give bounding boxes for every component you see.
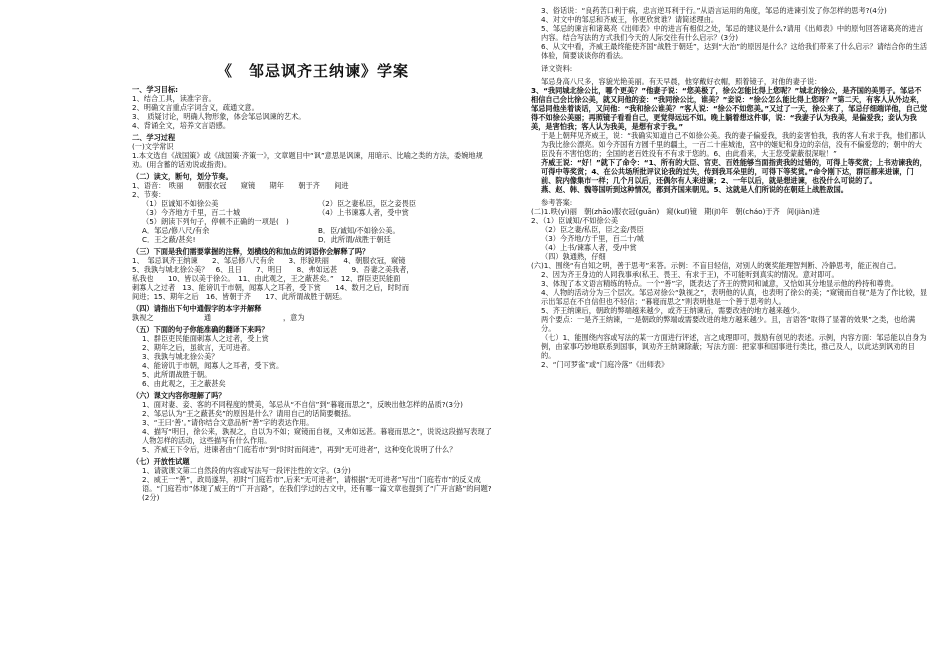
question-item: 3、“王曰‘善’。”请你结合文意品析“善”字的表达作用。 (142, 417, 314, 427)
rhythm-question: （5）朗读下列句子，停顿不正确的一项是( ) (142, 216, 289, 226)
question-item: 2、邹忌认为“王之蔽甚矣”的原因是什么？请用自己的话简要概括。 (142, 408, 356, 418)
answer-line: 3、体现了本文语言精练的特点。一个“善”字，既表达了齐王的赞同和诚意，又恰如其分地显示他的矜持和尊贵。 (541, 279, 899, 288)
answer-line: （3）今齐地/方千里，百二十/城 (541, 234, 644, 243)
option-row (132, 226, 494, 235)
part6-heading: （六）课文内容你理解了吗？ (132, 390, 226, 400)
option-item: C．王之蔽/甚矣! (142, 234, 196, 244)
answer-line: 4、人物的活动分为三个层次。邹忌对徐公“孰视之”，表明他的认真，也表明了徐公的美；“窥镜而自视”是为了作比较，显示出邹忌在不自信但也不轻信；“暮寝而思之”则表明他是一个善于思考的人。 (541, 288, 928, 306)
part1-heading: (一)文学常识 (132, 141, 174, 151)
part2-heading: （二）读文，断句，划分节奏。 (132, 171, 233, 181)
goal-item: 2、明确文言重点字词含义，疏通文意。 (132, 102, 259, 112)
part1-text: 1.本文选自《战国策》或《战国策·齐策一》，文章题目中“讽”意思是讽谏，用暗示、比喻之类的方法，委婉地规劝。(用含蓄的话劝说或指责)。 (132, 150, 483, 169)
translation-para: 3、“我同城北徐公比，哪个更美？”他妻子说：“您美极了，徐公怎能比得上您呢？”城北的徐公，是齐国的美男子。邹忌不相信自己会比徐公美，就又问他的妾：“我同徐公比，谁美？”妾说：“徐公怎么能比得上您呀？”第二天，有客人从外边来，邹忌同他坐着谈话，又问他：“我和徐公谁美？”客人说：“徐公不如您美。”又过了一天，徐公来了，邹忌仔细端详他，自己觉得不如徐公美丽；再照镜子看看自己，更觉得远远不如。晚上躺着想这件事，说：“我妻子认为我美，是偏爱我；妾认为我美，是害怕我；客人认为我美，是想有求于我。” (531, 86, 928, 131)
goal-item: 4、背诵全文，培养文言语感。 (132, 120, 231, 130)
answer-line: 2、因为齐王身边的人同我事承(私王、畏王、有求于王)，不可能听到真实的情况。意对即可。 (541, 270, 839, 279)
translation-para: 于是上朝拜见齐威王，说：“我确实知道自己不如徐公美。我的妻子偏爱我，我的妾害怕我，我的客人有求于我，他们都认为我比徐公漂亮。如今齐国有方圆千里的疆土，一百二十座城池，宫中的姬妃和身边的亲信，没有不偏爱您的；朝中的大臣没有不害怕您的；全国的老百姓没有不有求于您的。6、由此看来，大王您受蒙蔽很深啦！” (541, 131, 926, 158)
page-title: 《 邹忌讽齐王纳谏》学案 (216, 62, 409, 80)
translate-item: 6、由此观之，王之蔽甚矣 (142, 378, 226, 388)
goal-item: 3、 质疑讨论，明确人物形象，体会邹忌讽谏的艺术。 (132, 111, 306, 121)
annotation-line: 间进；15、期年之后 16、皆朝于齐 17、此所谓战胜于朝廷。 (132, 291, 347, 301)
translation-para: 邹忌身高八尺多，容貌光艳美丽。有天早晨，他穿戴好衣帽，照着镜子，对他的妻子说： (541, 77, 822, 86)
part7-heading: （七）开放性试题 (132, 456, 190, 466)
rhythm-item: （2）臣之妻私臣，臣之妾畏臣 (318, 198, 417, 208)
annotation-line: 私我也 10、皆以美于徐公。 11、由此观之，王之蔽甚矣。” 12、群臣吏民能面 (132, 273, 401, 283)
answer-line: 2、“门可罗雀”或“门庭冷落”《出师表》 (541, 360, 669, 369)
pronunciation-line: 1、语音： 昳丽 朝服衣冠 窥镜 期年 朝于齐 间进 (132, 180, 349, 190)
translate-item: 3、我孰与城北徐公美？ (142, 351, 219, 361)
open-question-item: 2、威王一“善”，政局遂异，初时“门庭若市”,后来“无可进者”，请根据“无可进者”写出“门庭若市”的反义成语。“门庭若市”体现了威王的“广开言路”，在我们学过的古文中，还有哪一篇文章也提到了“广开言路”的问题?(2分) (142, 474, 492, 502)
part4-text: 孰视之 通 ，意为 (132, 312, 348, 322)
section2-heading: 二、学习过程 (132, 132, 176, 142)
rhythm-row (132, 208, 494, 217)
question-item: 5、齐威王下令后，进谏者由“门庭若市”到“时时而间进”，再到“无可进者”，这种变化说明了什么？ (142, 444, 457, 454)
right-column (531, 0, 928, 671)
question-item: 4、描写“明日，徐公来，孰视之，自以为不如；窥镜而自视，又弗如远甚。暮寝而思之”，说说这段描写表现了人物怎样的活动，这些描写有什么作用。 (142, 426, 492, 445)
translate-item: 5、此所谓战胜于朝。 (142, 369, 212, 379)
section1-heading: 一、学习目标: (132, 84, 178, 94)
option-item: A．邹忌/修八尺/有余 (142, 225, 210, 235)
answer-line: (二)1.昳(yì)丽 朝(zhāo)服衣冠(guān) 窥(kuī)镜 期(jī)年 朝(cháo)于齐 间(jiàn)进 (531, 207, 820, 216)
part4-heading: （四）请指出下句中通假字的本字并解释 (132, 303, 262, 313)
answer-line: （四）孰通熟，仔细 (541, 252, 606, 261)
goal-item: 1、结合工具，读准字音。 (132, 93, 216, 103)
part3-heading: （三）下面是我们需要掌握的注释，划横线的和加点的词语你会解释了吗？ (132, 246, 370, 256)
answer-line: (六)1、围绕“有自知之明，善于思考”来答。示例：不盲目轻信，对别人的褒奖能理智判断、冷静思考，能正视自己。 (531, 261, 901, 270)
translation-para: 齐威王说：“好！”就下了命令：“1、所有的大臣、官吏、百姓能够当面指责我的过错的，可得上等奖赏；上书劝谏我的，可得中等奖赏；4、在公共场所批评议论我的过失，传到我耳朵里的，可得下等奖赏。”命令刚下达，群臣都来进谏，门前、院内像集市一样；几个月以后，还偶尔有人来进谏；2、一年以后，就是想进谏，也没什么可说的了。 (541, 158, 927, 185)
question-line: 5、邹忌的谏言和诸葛亮《出师表》中的进言有相似之处，邹忌的建议是什么?请用《出师表》中的原句回答诸葛亮的进言内容。结合写法的方式我们今天的人际交往有什么启示？(3分) (541, 24, 924, 42)
option-item: B．臣/诚知/不如徐公美。 (318, 225, 400, 235)
open-question-item: 1、请就课文第二自然段的内容或写法写一段评注性的文字。(3分) (142, 465, 351, 475)
answers-heading: 参考答案: (541, 198, 573, 207)
option-item: D．此所谓/战胜于朝廷 (318, 234, 391, 244)
rhythm-label: 2、节奏： (132, 189, 166, 199)
answer-line: 2、（1）臣诚知/不如徐公美 (531, 216, 619, 225)
rhythm-item: （4）上书谏寡人者，受中赏 (318, 207, 409, 217)
translate-item: 4、能谤讥于市朝，闻寡人之耳者，受下赏。 (142, 360, 284, 370)
question-line: 3、俗话说：“良药苦口利于病，忠言逆耳利于行。”从语言运用的角度，邹忌的进谏引发了你怎样的思考?(4分) (541, 6, 887, 15)
answer-line: （4）上书/谏寡人者，受/中赏 (541, 243, 637, 252)
part5-heading: （五）下面的句子你能准确的翻译下来吗？ (132, 324, 269, 334)
answer-line: 两个要点：一是齐王纳谏，一是朝政的弊端或需要改进的地方越来越少。且，言语答“取得了显著的效果”之类，也给满分。 (541, 315, 916, 333)
translation-heading: 译文资料: (541, 64, 573, 73)
answer-line: （2）臣之妻/私臣，臣之妾/畏臣 (541, 225, 644, 234)
question-item: 1、面对妻、妾、客的不同程度的赞美，邹忌从“不自信”到“暮寝而思之”，反映出他怎样的品质?(3分) (142, 399, 463, 409)
left-column (132, 0, 494, 671)
answer-line: 5、齐王纳谏后，朝政的弊端越来越少，或齐王纳谏后，需要改进的地方越来越少。 (541, 306, 805, 315)
annotation-line: 刺寡人之过者 13、能谤讥于市朝，闻寡人之耳者，受下赏 14、数月之后，时时而 (132, 282, 410, 292)
question-line: 6、从文中看，齐威王最终能使齐国“战胜于朝廷”，达到“大治”的原因是什么？这给我们带来了什么启示？请结合你的生活体验，简要谈谈你的看法。 (541, 42, 928, 60)
rhythm-row (132, 199, 494, 208)
option-row (132, 235, 494, 244)
annotation-line: 1、 邹忌讽齐王纳谏 2、邹忌修八尺有余 3、形貌昳丽 4、朝服衣冠，窥镜 (132, 255, 406, 265)
translate-item: 1、群臣吏民能面刺寡人之过者，受上赏 (142, 333, 269, 343)
rhythm-item: （3）今齐地方千里，百二十城 (142, 207, 241, 217)
translate-item: 2、期年之后，虽欲言，无可进者。 (142, 342, 255, 352)
rhythm-item: （1）臣诚知不如徐公美 (142, 198, 219, 208)
translation-para: 燕、赵、韩、魏等国听到这种情况，都到齐国来朝见。5、这就是人们所说的在朝廷上战胜敌国。 (541, 185, 848, 194)
annotation-line: 5、我孰与城北徐公美？ 6、且日 7、明日 8、弗如远甚 9、吾妻之美我者， (132, 264, 414, 274)
question-line: 4、对文中的邹忌和齐威王，你更欣赏谁？请简述理由。 (541, 15, 719, 24)
answer-line: （七）1、能围绕内容或写法的某一方面进行评述，言之成理即可，鼓励有创见的表述。示例，内容方面：邹忌能以自身为例，由家事巧妙地联系到国事，讽劝齐王纳谏除蔽；写法方面：把家事和国事进行类比，推己及人，以此达到讽劝的目的。 (541, 333, 927, 360)
